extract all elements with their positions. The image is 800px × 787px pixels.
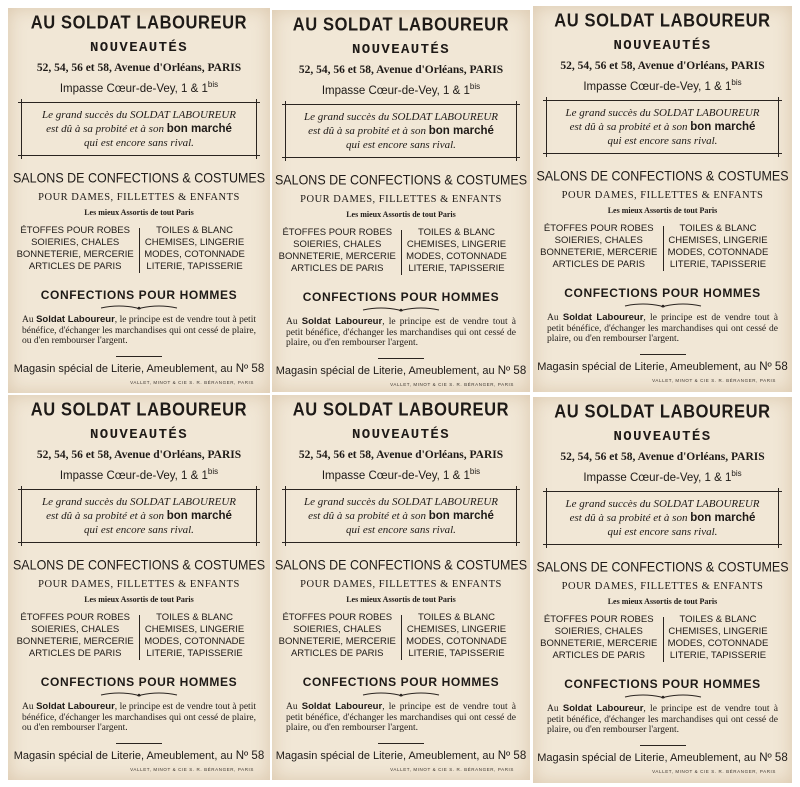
product-columns xyxy=(8,225,270,279)
salons-heading: SALONS DE CONFECTIONS & COSTUMES xyxy=(274,557,528,573)
assortis-line: Les mieux Assortis de tout Paris xyxy=(607,597,718,606)
card-address: 52, 54, 56 et 58, Avenue d'Orléans, PARIS xyxy=(36,62,242,74)
column-divider xyxy=(401,615,402,660)
hommes-heading: CONFECTIONS POUR HOMMES xyxy=(302,675,500,689)
product-right-item: MODES, COTONNADE xyxy=(144,249,245,260)
slogan-line-1: Le grand succès du SOLDAT LABOUREUR xyxy=(565,107,760,119)
products-right xyxy=(668,614,769,662)
product-left-item: SOIERIES, CHALES xyxy=(554,626,643,637)
card-address: 52, 54, 56 et 58, Avenue d'Orléans, PARIS xyxy=(560,451,765,463)
product-left-item: ARTICLES DE PARIS xyxy=(28,648,122,659)
principle-paragraph: Au Soldat Laboureur, le principe est de vendre tout à petit bénéfice, d'échanger les marchandises qui ont cessé de plaire, ou d'en rembourser l'argent. xyxy=(22,314,256,346)
card-subtitle: NOUVEAUTÉS xyxy=(89,427,188,443)
ornament-flourish xyxy=(361,306,441,314)
slogan-line-2: est dû à sa probité et à son bon marché xyxy=(46,510,232,522)
products-left xyxy=(17,225,134,273)
slogan-line-3: qui est encore sans rival. xyxy=(346,524,456,536)
printer-imprint: VALLET, MINOT & CIE S. R. BÉRANGER, PARIS xyxy=(130,767,254,772)
card-address: 52, 54, 56 et 58, Avenue d'Orléans, PARIS xyxy=(560,60,765,72)
product-right-item: CHEMISES, LINGERIE xyxy=(668,626,768,637)
salons-heading: SALONS DE CONFECTIONS & COSTUMES xyxy=(12,557,266,573)
slogan-line-1: Le grand succès du SOLDAT LABOUREUR xyxy=(41,109,237,121)
divider-rule xyxy=(116,743,162,744)
pour-line: POUR DAMES, FILLETTES & ENFANTS xyxy=(38,579,240,590)
slogan-line-2: est dû à sa probité et à son bon marché xyxy=(569,121,756,133)
product-left-item: SOIERIES, CHALES xyxy=(293,239,382,250)
product-left-item: BONNETERIE, MERCERIE xyxy=(278,251,396,262)
card-title: AU SOLDAT LABOUREUR xyxy=(292,14,510,36)
divider-rule xyxy=(116,356,162,357)
ornament-flourish xyxy=(623,302,703,310)
card-subtitle: NOUVEAUTÉS xyxy=(89,40,188,56)
ornament-flourish xyxy=(99,691,179,699)
salons-heading: SALONS DE CONFECTIONS & COSTUMES xyxy=(536,559,789,575)
product-columns xyxy=(272,227,530,281)
product-left-item: ÉTOFFES POUR ROBES xyxy=(543,223,654,234)
column-divider xyxy=(663,226,664,271)
product-left-item: BONNETERIE, MERCERIE xyxy=(540,638,658,649)
assortis-line: Les mieux Assortis de tout Paris xyxy=(346,595,456,604)
ornament-flourish xyxy=(99,304,179,312)
principle-paragraph: Au Soldat Laboureur, le principe est de vendre tout à petit bénéfice, d'échanger les marchandises qui ont cessé de plaire, ou d'en rembourser l'argent. xyxy=(22,701,256,733)
card-impasse: Impasse Cœur-de-Vey, 1 & $1^{bis}$ xyxy=(583,469,742,484)
assortis-line: Les mieux Assortis de tout Paris xyxy=(84,208,194,217)
footer-line: Magasin spécial de Literie, Ameublement, au Nº 58 xyxy=(13,750,265,762)
divider-rule xyxy=(378,358,424,359)
pour-line: POUR DAMES, FILLETTES & ENFANTS xyxy=(561,581,764,592)
product-right-item: MODES, COTONNADE xyxy=(144,636,245,647)
product-columns xyxy=(533,223,792,277)
product-right-item: TOILES & BLANC xyxy=(418,612,495,623)
products-right xyxy=(406,227,507,275)
card-subtitle: NOUVEAUTÉS xyxy=(613,38,712,54)
slogan-line-3: qui est encore sans rival. xyxy=(607,526,718,538)
principle-paragraph: Au Soldat Laboureur, le principe est de vendre tout à petit bénéfice, d'échanger les marchandises qui ont cessé de plaire, ou d'en rembourser l'argent. xyxy=(547,703,778,735)
slogan-box xyxy=(18,489,260,543)
product-right-item: TOILES & BLANC xyxy=(418,227,495,238)
products-right xyxy=(668,223,769,271)
divider-rule xyxy=(640,745,686,746)
column-divider xyxy=(139,615,140,660)
slogan-line-3: qui est encore sans rival. xyxy=(84,524,194,536)
printer-imprint: VALLET, MINOT & CIE S. R. BÉRANGER, PARIS xyxy=(652,769,776,774)
product-left-item: ARTICLES DE PARIS xyxy=(28,261,122,272)
product-left-item: ÉTOFFES POUR ROBES xyxy=(20,612,130,623)
products-left xyxy=(540,223,657,271)
pour-line: POUR DAMES, FILLETTES & ENFANTS xyxy=(561,190,764,201)
salons-heading: SALONS DE CONFECTIONS & COSTUMES xyxy=(12,170,266,186)
slogan-box xyxy=(282,104,520,158)
slogan-box xyxy=(18,102,260,156)
card-impasse: Impasse Cœur-de-Vey, 1 & $1^{bis}$ xyxy=(321,467,481,482)
divider-rule xyxy=(640,354,686,355)
product-right-item: MODES, COTONNADE xyxy=(406,636,507,647)
product-right-item: TOILES & BLANC xyxy=(156,612,234,623)
ornament-flourish xyxy=(361,691,441,699)
product-left-item: ARTICLES DE PARIS xyxy=(552,259,646,270)
product-left-item: ARTICLES DE PARIS xyxy=(290,648,384,659)
column-divider xyxy=(139,228,140,273)
product-right-item: TOILES & BLANC xyxy=(679,614,757,625)
card-subtitle: NOUVEAUTÉS xyxy=(351,42,450,58)
card-5 xyxy=(272,395,530,780)
product-left-item: BONNETERIE, MERCERIE xyxy=(16,636,134,647)
products-left xyxy=(279,227,396,275)
pour-line: POUR DAMES, FILLETTES & ENFANTS xyxy=(300,194,502,205)
divider-rule xyxy=(378,743,424,744)
card-4 xyxy=(8,395,270,780)
products-right xyxy=(144,612,245,660)
hommes-heading: CONFECTIONS POUR HOMMES xyxy=(564,677,761,691)
product-right-item: TOILES & BLANC xyxy=(156,225,234,236)
printer-imprint: VALLET, MINOT & CIE S. R. BÉRANGER, PARIS xyxy=(390,382,514,387)
product-left-item: ARTICLES DE PARIS xyxy=(290,263,384,274)
product-columns xyxy=(533,614,792,668)
card-6 xyxy=(533,397,792,783)
slogan-line-2: est dû à sa probité et à son bon marché xyxy=(308,125,494,137)
card-impasse: Impasse Cœur-de-Vey, 1 & $1^{bis}$ xyxy=(583,78,742,93)
principle-paragraph: Au Soldat Laboureur, le principe est de vendre tout à petit bénéfice, d'échanger les marchandises qui ont cessé de plaire, ou d'en rembourser l'argent. xyxy=(286,316,516,348)
products-left xyxy=(17,612,134,660)
product-right-item: TOILES & BLANC xyxy=(679,223,757,234)
column-divider xyxy=(401,230,402,275)
card-subtitle: NOUVEAUTÉS xyxy=(613,429,712,445)
slogan-box xyxy=(543,491,782,545)
product-left-item: ÉTOFFES POUR ROBES xyxy=(282,612,393,623)
card-2 xyxy=(272,10,530,392)
hommes-heading: CONFECTIONS POUR HOMMES xyxy=(40,675,238,689)
products-right xyxy=(406,612,507,660)
printer-imprint: VALLET, MINOT & CIE S. R. BÉRANGER, PARIS xyxy=(390,767,514,772)
slogan-box xyxy=(282,489,520,543)
slogan-line-1: Le grand succès du SOLDAT LABOUREUR xyxy=(303,496,499,508)
slogan-line-1: Le grand succès du SOLDAT LABOUREUR xyxy=(565,498,760,510)
product-left-item: ÉTOFFES POUR ROBES xyxy=(543,614,654,625)
card-impasse: Impasse Cœur-de-Vey, 1 & $1^{bis}$ xyxy=(321,82,481,97)
product-left-item: SOIERIES, CHALES xyxy=(293,624,382,635)
products-left xyxy=(279,612,396,660)
product-right-item: MODES, COTONNADE xyxy=(667,638,769,649)
footer-line: Magasin spécial de Literie, Ameublement, au Nº 58 xyxy=(275,365,527,377)
products-right xyxy=(144,225,245,273)
slogan-line-3: qui est encore sans rival. xyxy=(84,137,194,149)
assortis-line: Les mieux Assortis de tout Paris xyxy=(84,595,194,604)
slogan-line-2: est dû à sa probité et à son bon marché xyxy=(569,512,756,524)
salons-heading: SALONS DE CONFECTIONS & COSTUMES xyxy=(274,172,528,188)
product-right-item: CHEMISES, LINGERIE xyxy=(668,235,768,246)
product-left-item: ÉTOFFES POUR ROBES xyxy=(20,225,130,236)
product-right-item: LITERIE, TAPISSERIE xyxy=(146,648,243,659)
card-address: 52, 54, 56 et 58, Avenue d'Orléans, PARIS xyxy=(298,64,504,76)
assortis-line: Les mieux Assortis de tout Paris xyxy=(346,210,456,219)
hommes-heading: CONFECTIONS POUR HOMMES xyxy=(40,288,238,302)
product-columns xyxy=(272,612,530,666)
product-right-item: CHEMISES, LINGERIE xyxy=(144,237,245,248)
printer-imprint: VALLET, MINOT & CIE S. R. BÉRANGER, PARIS xyxy=(130,380,254,385)
card-subtitle: NOUVEAUTÉS xyxy=(351,427,450,443)
product-right-item: LITERIE, TAPISSERIE xyxy=(146,261,243,272)
footer-line: Magasin spécial de Literie, Ameublement, au Nº 58 xyxy=(537,361,788,373)
slogan-line-3: qui est encore sans rival. xyxy=(346,139,456,151)
product-right-item: LITERIE, TAPISSERIE xyxy=(669,259,767,270)
product-right-item: CHEMISES, LINGERIE xyxy=(144,624,245,635)
product-left-item: BONNETERIE, MERCERIE xyxy=(540,247,658,258)
hommes-heading: CONFECTIONS POUR HOMMES xyxy=(564,286,761,300)
card-address: 52, 54, 56 et 58, Avenue d'Orléans, PARIS xyxy=(36,449,242,461)
product-left-item: ÉTOFFES POUR ROBES xyxy=(282,227,393,238)
card-3 xyxy=(533,6,792,392)
hommes-heading: CONFECTIONS POUR HOMMES xyxy=(302,290,500,304)
product-left-item: SOIERIES, CHALES xyxy=(554,235,643,246)
product-right-item: LITERIE, TAPISSERIE xyxy=(669,650,767,661)
product-left-item: BONNETERIE, MERCERIE xyxy=(16,249,134,260)
printer-imprint: VALLET, MINOT & CIE S. R. BÉRANGER, PARIS xyxy=(652,378,776,383)
card-title: AU SOLDAT LABOUREUR xyxy=(554,10,771,32)
slogan-line-1: Le grand succès du SOLDAT LABOUREUR xyxy=(41,496,237,508)
column-divider xyxy=(663,617,664,662)
products-left xyxy=(540,614,657,662)
product-left-item: BONNETERIE, MERCERIE xyxy=(278,636,396,647)
slogan-box xyxy=(543,100,782,154)
card-impasse: Impasse Cœur-de-Vey, 1 & $1^{bis}$ xyxy=(59,80,219,95)
footer-line: Magasin spécial de Literie, Ameublement, au Nº 58 xyxy=(275,750,527,762)
principle-paragraph: Au Soldat Laboureur, le principe est de vendre tout à petit bénéfice, d'échanger les marchandises qui ont cessé de plaire, ou d'en rembourser l'argent. xyxy=(547,312,778,344)
card-title: AU SOLDAT LABOUREUR xyxy=(554,401,771,423)
salons-heading: SALONS DE CONFECTIONS & COSTUMES xyxy=(536,168,789,184)
pour-line: POUR DAMES, FILLETTES & ENFANTS xyxy=(38,192,240,203)
product-right-item: LITERIE, TAPISSERIE xyxy=(408,648,505,659)
card-title: AU SOLDAT LABOUREUR xyxy=(30,12,248,34)
card-title: AU SOLDAT LABOUREUR xyxy=(30,399,248,421)
product-right-item: LITERIE, TAPISSERIE xyxy=(408,263,505,274)
slogan-line-2: est dû à sa probité et à son bon marché xyxy=(308,510,494,522)
product-columns xyxy=(8,612,270,666)
card-impasse: Impasse Cœur-de-Vey, 1 & $1^{bis}$ xyxy=(59,467,219,482)
product-left-item: SOIERIES, CHALES xyxy=(31,237,120,248)
product-left-item: SOIERIES, CHALES xyxy=(31,624,120,635)
product-right-item: CHEMISES, LINGERIE xyxy=(406,624,507,635)
assortis-line: Les mieux Assortis de tout Paris xyxy=(607,206,718,215)
principle-paragraph: Au Soldat Laboureur, le principe est de vendre tout à petit bénéfice, d'échanger les marchandises qui ont cessé de plaire, ou d'en rembourser l'argent. xyxy=(286,701,516,733)
footer-line: Magasin spécial de Literie, Ameublement, au Nº 58 xyxy=(537,752,788,764)
card-title: AU SOLDAT LABOUREUR xyxy=(292,399,510,421)
slogan-line-2: est dû à sa probité et à son bon marché xyxy=(46,123,232,135)
product-left-item: ARTICLES DE PARIS xyxy=(552,650,646,661)
card-1 xyxy=(8,8,270,393)
product-right-item: MODES, COTONNADE xyxy=(667,247,769,258)
pour-line: POUR DAMES, FILLETTES & ENFANTS xyxy=(300,579,502,590)
footer-line: Magasin spécial de Literie, Ameublement, au Nº 58 xyxy=(13,363,265,375)
product-right-item: MODES, COTONNADE xyxy=(406,251,507,262)
product-right-item: CHEMISES, LINGERIE xyxy=(406,239,507,250)
ornament-flourish xyxy=(623,693,703,701)
slogan-line-1: Le grand succès du SOLDAT LABOUREUR xyxy=(303,111,499,123)
card-address: 52, 54, 56 et 58, Avenue d'Orléans, PARIS xyxy=(298,449,504,461)
slogan-line-3: qui est encore sans rival. xyxy=(607,135,718,147)
